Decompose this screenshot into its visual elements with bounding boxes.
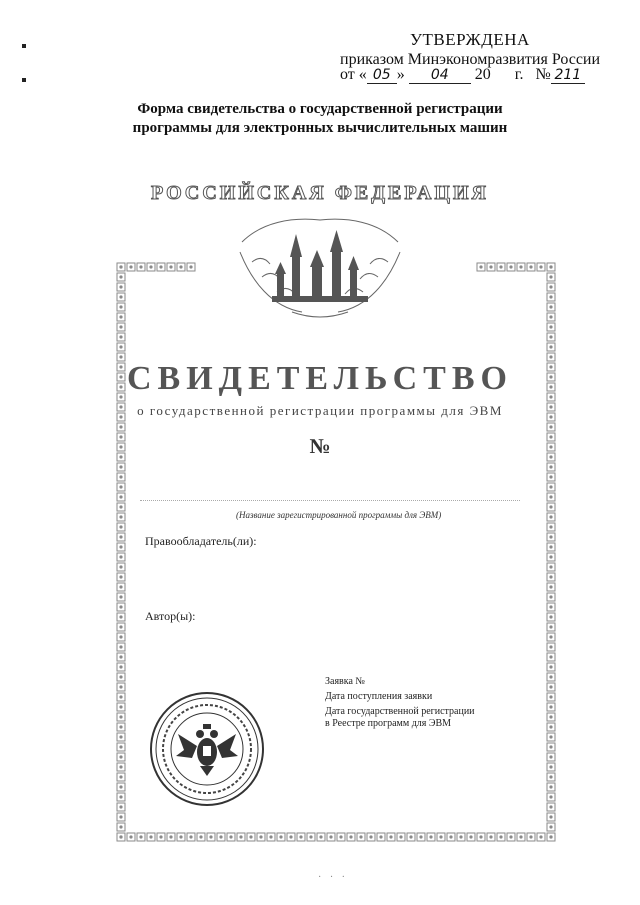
form-title-line1: Форма свидетельства о государственной регистрации bbox=[137, 101, 503, 117]
form-title-line2: программы для электронных вычислительных машин bbox=[132, 120, 508, 136]
date-close: » bbox=[396, 66, 405, 83]
handwritten-day: 05 bbox=[367, 67, 397, 84]
handwritten-number: 211 bbox=[551, 67, 585, 84]
program-name-caption: (Название зарегистрированной программы для ЭВМ) bbox=[236, 510, 442, 520]
program-name-line bbox=[140, 500, 520, 501]
scan-speck bbox=[22, 78, 26, 82]
certificate-title: СВИДЕТЕЛЬСТВО bbox=[127, 360, 513, 397]
date-prefix: от « bbox=[340, 66, 367, 83]
page-marker: · · · bbox=[318, 872, 348, 883]
certificate-number-sign: № bbox=[309, 434, 331, 458]
registration-date-label-line1: Дата государственной регистрации bbox=[325, 706, 475, 717]
author-label: Автор(ы): bbox=[145, 609, 196, 623]
approval-title: УТВЕРЖДЕНА bbox=[410, 30, 530, 49]
number-sign: № bbox=[535, 66, 551, 83]
handwritten-month: 04 bbox=[409, 67, 471, 84]
owner-label: Правообладатель(ли): bbox=[145, 534, 257, 548]
application-date-label: Дата поступления заявки bbox=[325, 691, 433, 702]
certificate-subtitle: о государственной регистрации программы для ЭВМ bbox=[137, 403, 503, 418]
year-suffix: г. bbox=[514, 66, 524, 83]
form-title bbox=[0, 100, 640, 138]
scan-speck bbox=[22, 44, 26, 48]
year: 20 bbox=[474, 66, 491, 83]
approval-date-line bbox=[340, 66, 585, 84]
registration-date-label-line2: в Реестре программ для ЭВМ bbox=[325, 718, 452, 729]
federation-header: РОССИЙСКАЯ ФЕДЕРАЦИЯ bbox=[150, 182, 489, 204]
application-number-label: Заявка № bbox=[325, 676, 365, 687]
approval-order: приказом Минэкономразвития России bbox=[340, 51, 601, 68]
official-seal-icon bbox=[148, 690, 266, 808]
